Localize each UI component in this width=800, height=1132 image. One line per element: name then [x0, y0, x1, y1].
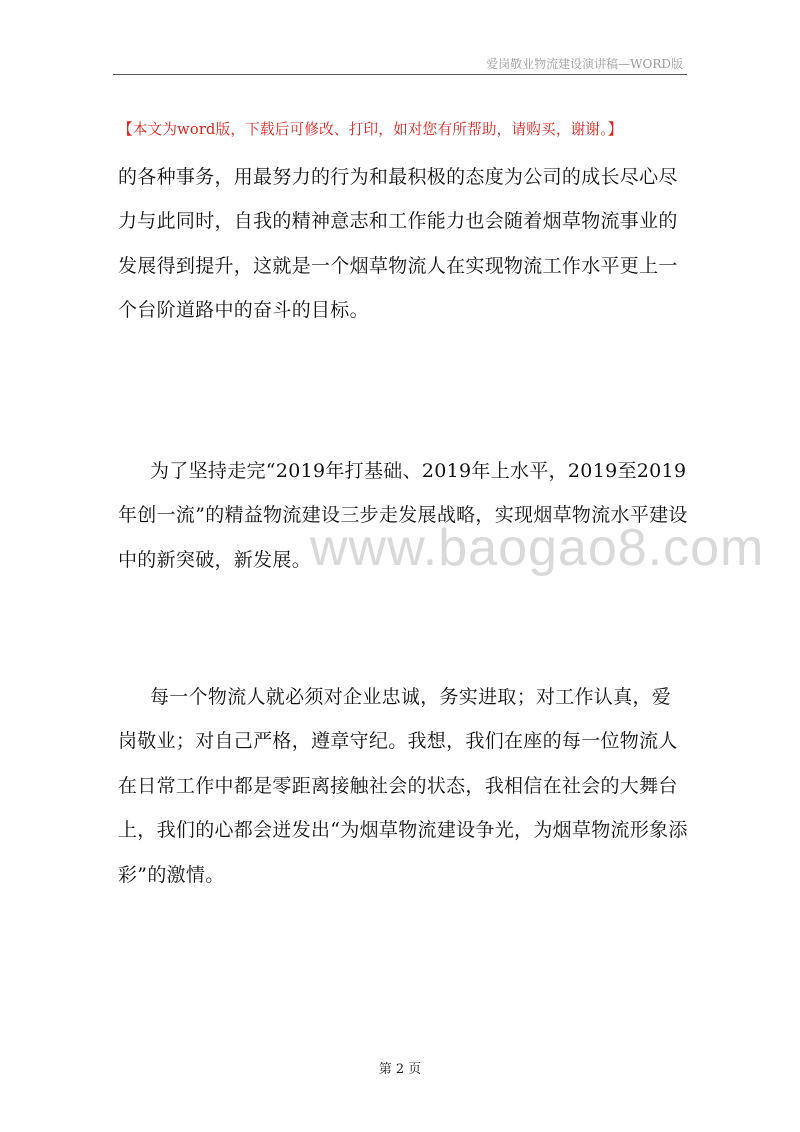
header-divider [113, 74, 687, 75]
page-number: 第 2 页 [378, 1062, 422, 1077]
paragraph-1: 的各种事务，用最努力的行为和最积极的态度为公司的成长尽心尽力与此同时，自我的精神意志和工作能力也会随着烟草物流事业的发展得到提升，这就是一个烟草物流人在实现物流工作水平更上一个台阶道路中的奋斗的目标。 [118, 166, 678, 322]
watermark: www.baogao8.com [310, 519, 765, 577]
paragraph-3: 每一个物流人就必须对企业忠诚，务实进取；对工作认真，爱岗敬业；对自己严格，遵章守纪。我想，我们在座的每一位物流人在日常工作中都是零距离接触社会的状态，我相信在社会的大舞台上，我们的心都会迸发出“为烟草物流建设争光，为烟草物流形象添彩”的激情。 [118, 686, 688, 886]
header-title: 爱岗敬业物流建设演讲稿—WORD版 [486, 57, 683, 71]
paragraph-2: 为了坚持走完“2019年打基础、2019年上水平，2019至2019年创一流”的精益物流建设三步走发展战略，实现烟草物流水平建设中的新突破，新发展。 [118, 460, 688, 571]
purchase-notice: 【本文为word版，下载后可修改、打印，如对您有所帮助，请购买，谢谢。】 [118, 121, 623, 138]
